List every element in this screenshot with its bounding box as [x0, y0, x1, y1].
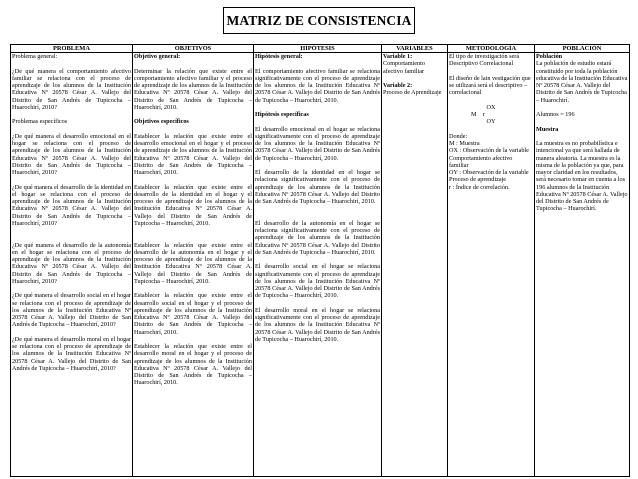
hipotesis-column: [254, 53, 382, 477]
donde-ox: OX : Observación de la variable Comportamiento afectivo familiar: [449, 147, 529, 169]
objetivo-general-text: Determinar la relación que existe entre el comportamiento afectivo familiar y el proceso de aprendizaje de los alumnos de la Institución Educativa Nº 20578 César A. Vallejo del Distrito de San Andrés de Tupicocha – Huarochirí, 2010.: [134, 67, 252, 111]
hipotesis-especificas-label: Hipótesis específicas: [255, 111, 309, 118]
variable-1-label: Variable 1:: [383, 53, 413, 60]
hipotesis-especifica-1: El desarrollo emocional en el hogar se relaciona significativamente con el proceso de aprendizaje de los alumnos de la Institución Educativa Nº 20578 César A. Vallejo del Distrito de San Andrés de Tupicocha – Huarochirí, 2010.: [255, 125, 380, 162]
poblacion-label: Población: [536, 53, 563, 60]
donde-oy: OY : Observación de la variable Proceso de aprendizaje: [449, 169, 529, 184]
diagram-oy: OY: [486, 118, 496, 126]
muestra-label: Muestra: [536, 125, 559, 133]
header-poblacion: POBLACIÓN: [535, 45, 630, 53]
objetivo-especifico-2: Establecer la relación que existe entre el desarrollo de la identidad en el hogar y el proceso de aprendizaje de los alumnos de la Institución Educativa Nº 20578 César A. Vallejo del Distrito de San Andrés de Tupicocha – Huarochirí, 2010.: [134, 183, 252, 227]
muestra-text: La muestra es no probabilística e intencional ya que será hallada de manera aleatoria. La muestra es la misma de la población ya que, para mayor claridad en los resultados, será necesario tomar en cuenta a los 196 alumnos de la Institución Educativa Nº 20578 César A. Vallejo del Distrito de San Andrés de Tupicocha – Huarochirí.: [536, 140, 628, 213]
poblacion-text: La población de estudio estará constituido por toda la población educativa de la Institución Educativa Nº 20578 César A. Vallejo del Distrito de San Andrés de Tupicocha – Huarochirí.: [536, 60, 628, 104]
objetivos-column: [133, 53, 254, 477]
problema-especifico-5: ¿De qué manera el desarrollo moral en el hogar se relaciona con el proceso de aprendizaje de los alumnos de la Institución Educativa Nº 20578 César A. Vallejo del Distrito de San Andrés de Tupicocha – Huarochirí, 2010?: [12, 335, 131, 372]
problema-general-label: Problema general:: [12, 53, 58, 60]
diagram-ox: OX: [486, 103, 496, 111]
objetivo-especifico-4: Establecer la relación que existe entre el desarrollo social en el hogar y el proceso de aprendizaje de los alumnos de la Institución Educativa Nº 20578 César A. Vallejo del Distrito de San Andrés de Tupicocha – Huarochirí, 2010.: [134, 292, 252, 336]
variable-1-text: Comportamiento afectivo familiar: [383, 60, 425, 75]
problema-especifico-4: ¿De qué manera el desarrollo social en el hogar se relaciona con el proceso de aprendizaje de los alumnos de la Institución Educativa Nº 20578 César A. Vallejo del Distrito de San Andrés de Tupicocha – Huarochirí, 2010?: [12, 292, 131, 329]
content-row: [11, 53, 630, 477]
hipotesis-general-text: El comportamiento afectivo familiar se relaciona significativamente con el proceso de aprendizaje de los alumnos de la Institución Educativa Nº 20578 César A. Vallejo del Distrito de San Andrés de Tupicocha – Huarochirí, 2010.: [255, 67, 380, 104]
problema-especifico-2: ¿De qué manera el desarrollo de la identidad en el hogar se relaciona con el proceso de aprendizaje de los alumnos de la Institución Educativa Nº 20578 César A. Vallejo del Distrito de San Andrés de Tupicocha – Huarochirí, 2010?: [12, 183, 131, 227]
header-variables: VARIABLES: [382, 45, 448, 53]
matrix-title: MATRIZ DE CONSISTENCIA: [223, 7, 415, 34]
variable-2-text: Proceso de Aprendizaje: [383, 89, 442, 97]
problema-general-text: ¿De qué manera el comportamiento afectivo familiar se relaciona con el proceso de aprendizaje de los alumnos de la Institución Educativa Nº 20578 César A. Vallejo del Distrito de San Andrés de Tupicocha – Huarochirí, 2010?: [12, 67, 131, 111]
problema-especifico-1: ¿De qué manera el desarrollo emocional en el hogar se relaciona con el proceso de aprendizaje de los alumnos de la Institución Educativa Nº 20578 César A. Vallejo del Distrito de San Andrés de Tupicocha – Huarochirí, 2010?: [12, 132, 131, 176]
hipotesis-especifica-4: El desarrollo social en el hogar se relaciona significativamente con el proceso de aprendizaje de los alumnos de la Institución Educativa Nº 20578 César A. Vallejo del Distrito de San Andrés de Tupicocha – Huarochirí, 2010.: [255, 263, 380, 300]
metodologia-tipo: El tipo de investigación será Descriptivo Correlacional: [449, 53, 520, 68]
variables-column: [382, 53, 448, 477]
objetivos-especificos-label: Objetivos específicos: [134, 118, 189, 126]
objetivo-especifico-3: Establecer la relación que existe entre el desarrollo de la autonomía en el hogar y el proceso de aprendizaje de los alumnos de la Institución Educativa Nº 20578 César A. Vallejo del Distrito de San Andrés de Tupicocha – Huarochirí, 2010.: [134, 241, 252, 285]
problemas-especificos-label: Problemas específicos: [12, 118, 68, 126]
problema-column: [11, 53, 133, 477]
metodologia-column: [448, 53, 535, 477]
hipotesis-especifica-2: El desarrollo de la identidad en el hogar se relaciona significativamente con el proceso de aprendizaje de los alumnos de la Institución Educativa Nº 20578 César A. Vallejo del Distrito de San Andrés de Tupicocha – Huarochirí, 2010.: [255, 169, 380, 205]
donde-r: r : Índice de correlación.: [449, 183, 510, 191]
objetivo-especifico-5: Establecer la relación que existe entre el desarrollo moral en el hogar y el proceso de aprendizaje de los alumnos de la Institución Educativa Nº 20578 César A. Vallejo del Distrito de San Andrés de Tupicocha – Huarochirí, 2010.: [134, 343, 252, 387]
header-row: [11, 45, 630, 53]
hipotesis-general-label: Hipótesis general:: [255, 53, 303, 60]
objetivo-especifico-1: Establecer la relación que existe entre el desarrollo emocional en el hogar y el proceso de aprendizaje de los alumnos de la Institución Educativa Nº 20578 César A. Vallejo del Distrito de San Andrés de Tupicocha – Huarochirí, 2010.: [134, 132, 252, 176]
problema-especifico-3: ¿De qué manera el desarrollo de la autonomía en el hogar se relaciona con el proceso de aprendizaje de los alumnos de la Institución Educativa Nº 20578 César A. Vallejo del Distrito de San Andrés de Tupicocha – Huarochirí, 2010?: [12, 241, 131, 285]
poblacion-column: [535, 53, 630, 477]
donde-m: M : Muestra: [449, 140, 480, 147]
consistency-matrix-table: [10, 44, 630, 477]
variable-2-label: Variable 2:: [383, 82, 413, 89]
hipotesis-especifica-5: El desarrollo moral en el hogar se relaciona significativamente con el proceso de aprendizaje de los alumnos de la Institución Educativa Nº 20578 César A. Vallejo del Distrito de San Andrés de Tupicocha – Huarochirí, 2010.: [255, 306, 380, 343]
metodologia-diseno: El diseño de lain vestigación que se utilizará será el descriptivo – correlacional: [449, 74, 531, 97]
hipotesis-especifica-3: El desarrollo de la autonomía en el hogar se relaciona significativamente con el proceso de aprendizaje de los alumnos de la Institución Educativa Nº 20578 César A. Vallejo del Distrito de San Andrés de Tupicocha – Huarochirí, 2010.: [255, 219, 380, 256]
diagram-m-r: M r: [471, 111, 485, 118]
header-problema: PROBLEMA: [11, 45, 133, 53]
header-hipotesis: HIPÓTESIS: [254, 45, 382, 53]
header-metodologia: METODOLOGÍA: [448, 45, 535, 53]
objetivo-general-label: Objetivo general:: [134, 53, 181, 60]
alumnos-count: Alumnos = 196: [536, 111, 575, 118]
header-objetivos: OBJETIVOS: [133, 45, 254, 53]
donde-label: Donde:: [449, 132, 468, 140]
